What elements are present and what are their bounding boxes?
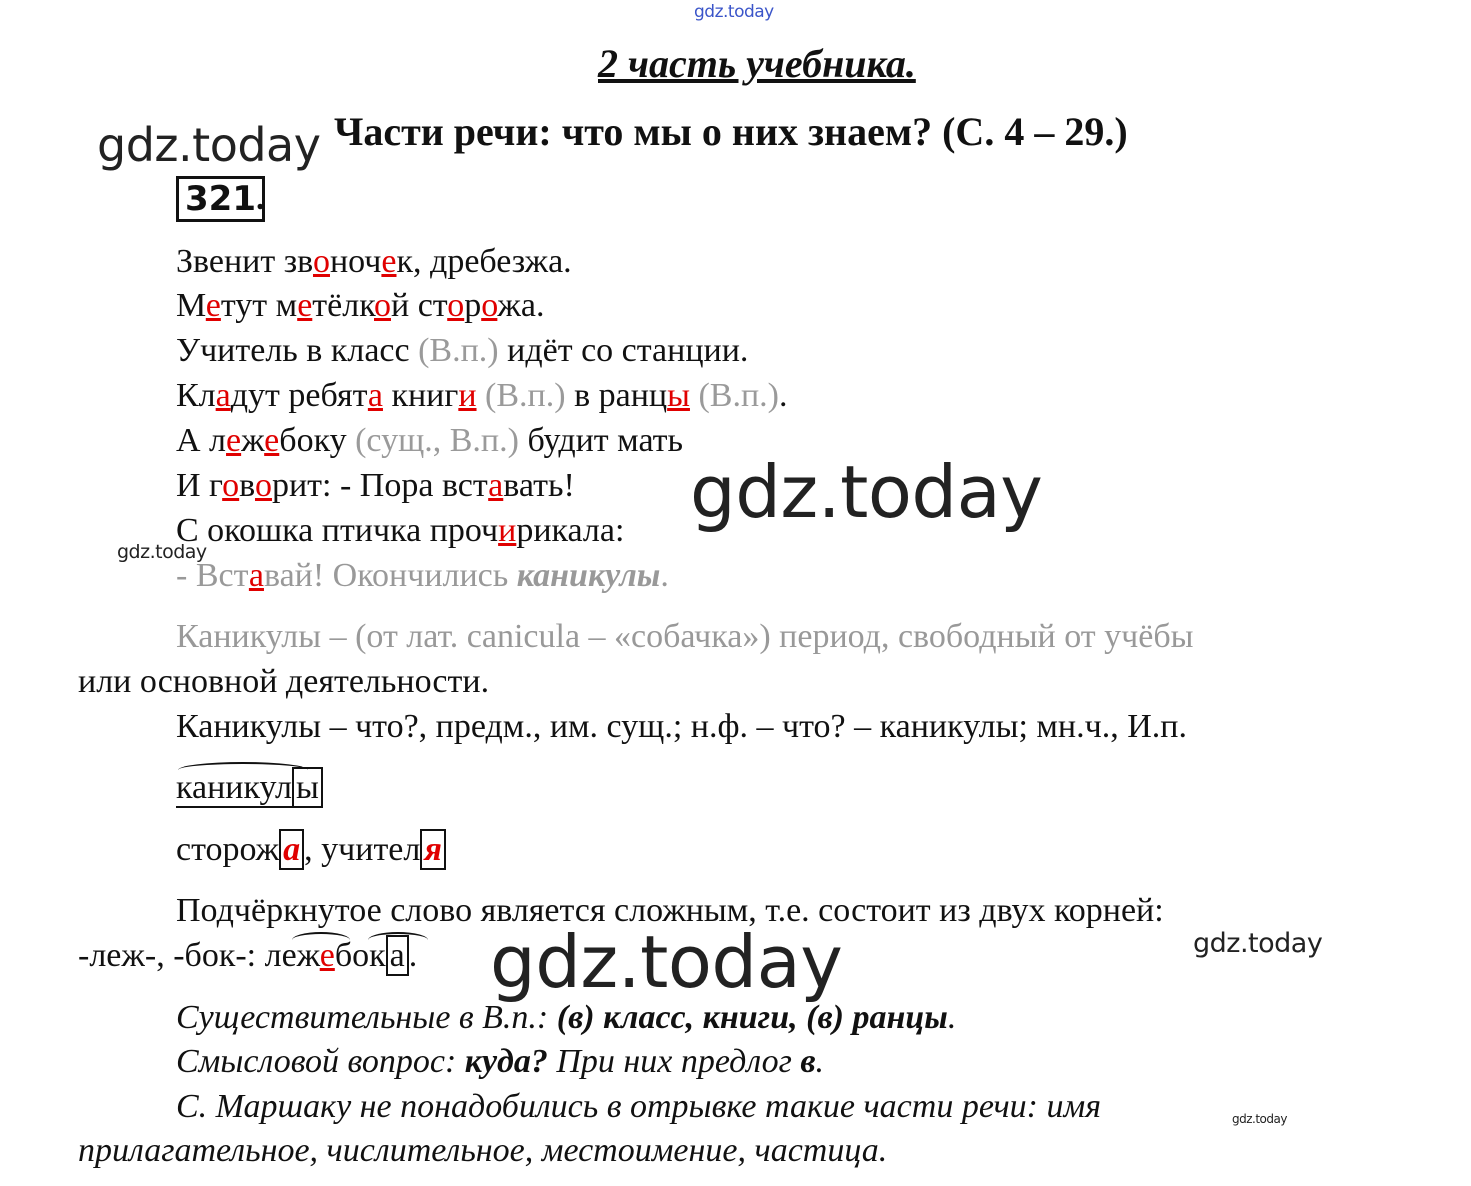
- watermark-small: gdz.today: [117, 541, 207, 563]
- section-title: Части речи: что мы о них знаем? (С. 4 – 29.): [334, 109, 1128, 154]
- ending-box: я: [420, 829, 446, 870]
- poem-line-2: Метут метёлкой сторожа.: [176, 287, 545, 324]
- ending-box: а: [279, 829, 304, 870]
- poem-line-5: А лежебоку (сущ., В.п.) будит мать: [176, 422, 684, 459]
- watermark-left: gdz.today: [97, 118, 321, 172]
- compound-line-2: -леж-, -бок-: лежебок а .: [78, 937, 418, 974]
- watermark-tiny: gdz.today: [1232, 1112, 1287, 1126]
- poem-line-1: Звенит звоночек, дребезжа.: [176, 243, 572, 280]
- definition-line-2: или основной деятельности.: [78, 663, 490, 700]
- note-question: Смысловой вопрос: куда? При них предлог в.: [176, 1043, 825, 1080]
- watermark-bottom: gdz.today: [490, 920, 843, 1004]
- watermark-top: gdz.today: [694, 2, 774, 22]
- poem-line-4: Кладут ребята книги (В.п.) в ранцы (В.п.).: [176, 377, 788, 414]
- definition-line-1: Каникулы – (от лат. canicula – «собачка») период, свободный от учёбы: [176, 618, 1194, 655]
- note-parts-line-2: прилагательное, числительное, местоимение, частица.: [78, 1132, 888, 1169]
- ending-box: а: [386, 935, 409, 976]
- morphological-parse: Каникулы – что?, предм., им. сущ.; н.ф. – что? – каникулы; мн.ч., И.п.: [176, 708, 1187, 745]
- ending-box: ы: [292, 767, 323, 808]
- root-arc: [178, 762, 308, 778]
- compound-word: лежебок а: [265, 935, 409, 976]
- compound-line-1: Подчёркнутое слово является сложным, т.е. состоит из двух корней:: [176, 892, 1164, 929]
- morpheme-stem: каникул: [176, 769, 292, 806]
- poem-line-3: Учитель в класс (В.п.) идёт со станции.: [176, 332, 749, 369]
- root-arc-1: [292, 932, 350, 948]
- ending-examples: сторож а , учител я: [176, 830, 446, 870]
- poem-line-8: - Вставай! Окончились каникулы.: [176, 557, 669, 594]
- exercise-number-dot: .: [256, 180, 265, 217]
- poem-line-6: И говорит: - Пора вставать!: [176, 467, 575, 504]
- note-accusative: Существительные в В.п.: (в) класс, книги, (в) ранцы.: [176, 999, 957, 1036]
- root-arc-2: [368, 932, 428, 948]
- note-parts-line-1: С. Маршаку не понадобились в отрывке такие части речи: имя: [176, 1088, 1102, 1125]
- watermark-right: gdz.today: [1193, 928, 1323, 959]
- exercise-number: 321: [176, 176, 265, 222]
- poem-line-7: С окошка птичка прочирикала:: [176, 512, 625, 549]
- watermark-middle: gdz.today: [690, 450, 1043, 534]
- part-title: 2 часть учебника.: [598, 41, 916, 86]
